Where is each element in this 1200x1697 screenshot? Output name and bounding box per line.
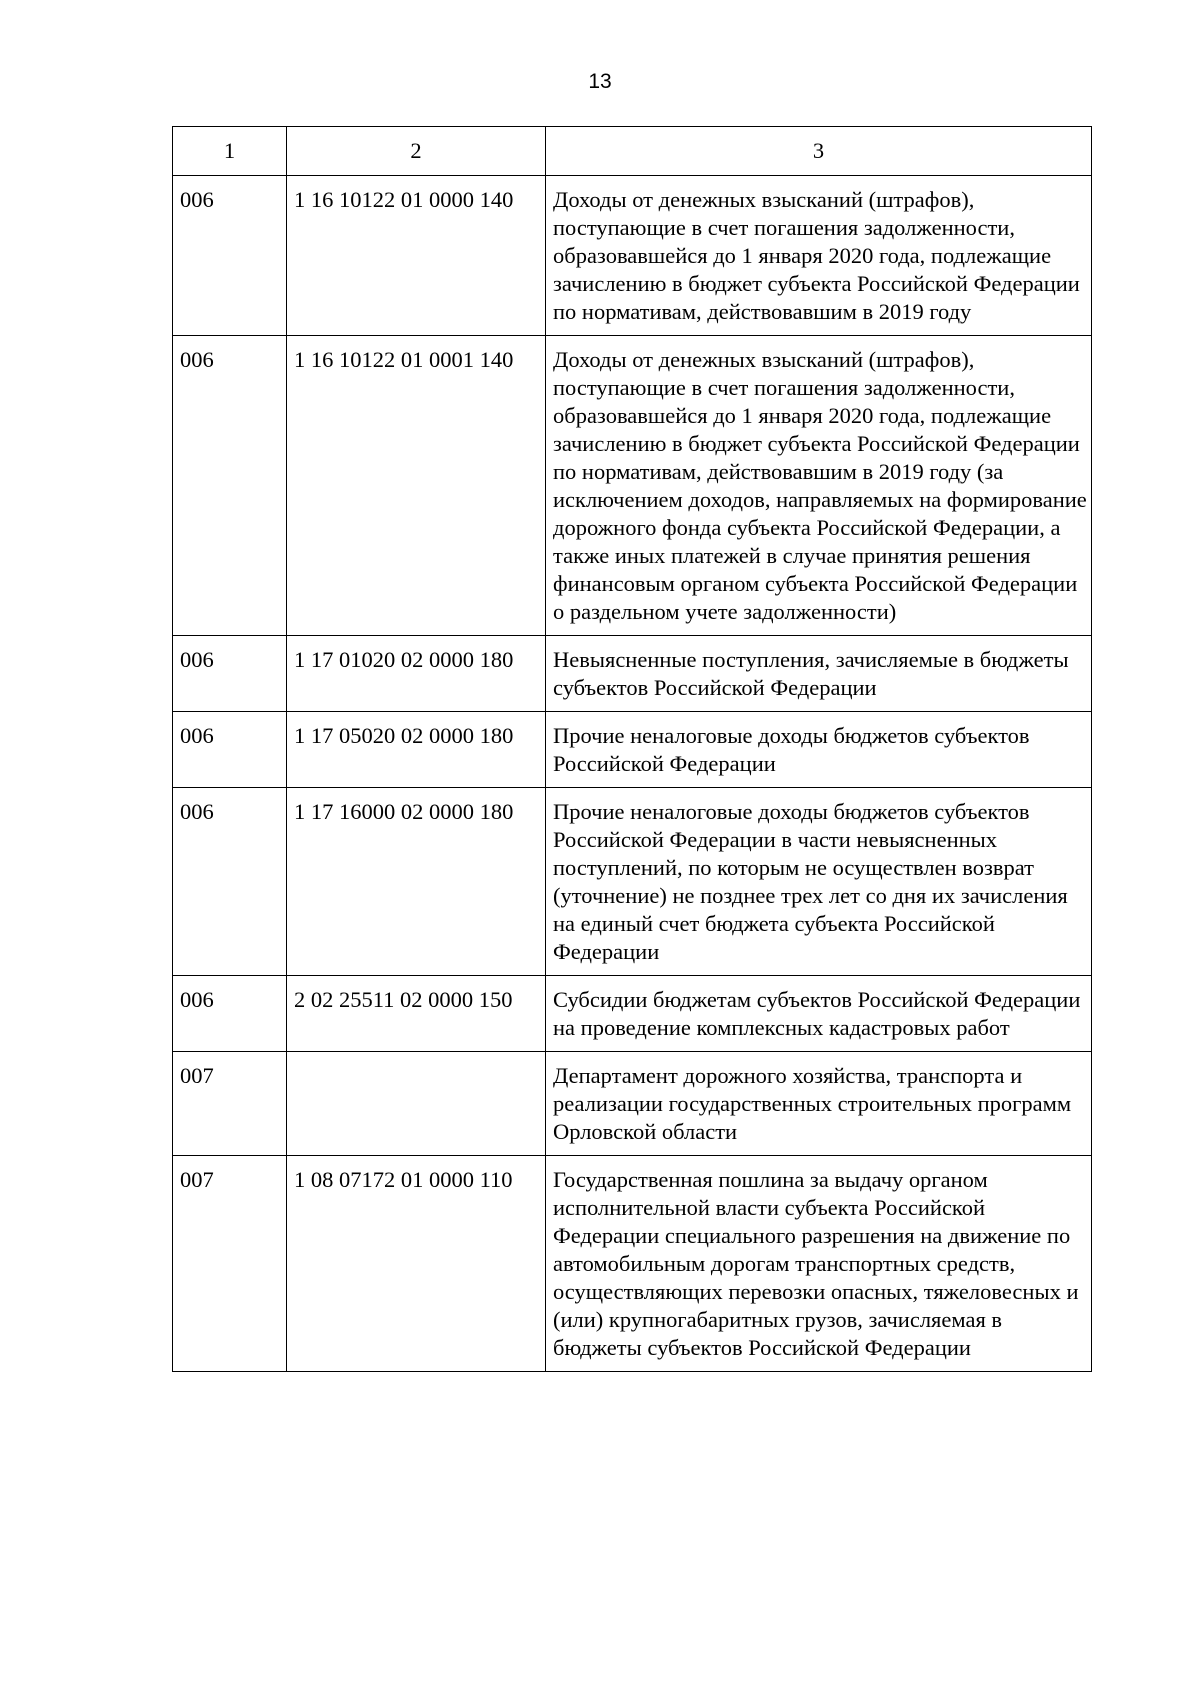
budget-code-cell: 1 17 05020 02 0000 180	[287, 712, 546, 788]
budget-code-cell: 1 17 01020 02 0000 180	[287, 636, 546, 712]
description-cell: Прочие неналоговые доходы бюджетов субъектов Российской Федерации	[546, 712, 1092, 788]
admin-code-cell: 007	[173, 1156, 287, 1372]
admin-code-cell: 006	[173, 788, 287, 976]
description-cell: Невыясненные поступления, зачисляемые в бюджеты субъектов Российской Федерации	[546, 636, 1092, 712]
column-header-2: 2	[287, 127, 546, 176]
column-header-3: 3	[546, 127, 1092, 176]
table-row	[173, 976, 1092, 1052]
admin-code-cell: 006	[173, 176, 287, 336]
table-row	[173, 1156, 1092, 1372]
table-header-row	[173, 127, 1092, 176]
column-header-1: 1	[173, 127, 287, 176]
table-row	[173, 788, 1092, 976]
table-row	[173, 336, 1092, 636]
budget-code-cell: 1 17 16000 02 0000 180	[287, 788, 546, 976]
description-cell: Доходы от денежных взысканий (штрафов), поступающие в счет погашения задолженности, образовавшейся до 1 января 2020 года, подлежащие зачислению в бюджет субъекта Российской Федерации по нормативам, действовавшим в 2019 году	[546, 176, 1092, 336]
description-cell: Прочие неналоговые доходы бюджетов субъектов Российской Федерации в части невыясненных поступлений, по которым не осуществлен возврат (уточнение) не позднее трех лет со дня их зачисления на единый счет бюджета субъекта Российской Федерации	[546, 788, 1092, 976]
page-number: 13	[588, 70, 612, 93]
description-cell: Государственная пошлина за выдачу органом исполнительной власти субъекта Российской Федерации специального разрешения на движение по автомобильным дорогам транспортных средств, осуществляющих перевозки опасных, тяжеловесных и (или) крупногабаритных грузов, зачисляемая в бюджеты субъектов Российской Федерации	[546, 1156, 1092, 1372]
table-row	[173, 712, 1092, 788]
description-cell: Субсидии бюджетам субъектов Российской Федерации на проведение комплексных кадастровых работ	[546, 976, 1092, 1052]
budget-code-cell: 1 16 10122 01 0001 140	[287, 336, 546, 636]
admin-code-cell: 006	[173, 712, 287, 788]
table-row	[173, 1052, 1092, 1156]
table-row	[173, 636, 1092, 712]
admin-code-cell: 006	[173, 636, 287, 712]
revenue-codes-table	[172, 126, 1092, 1372]
budget-code-cell	[287, 1052, 546, 1156]
description-cell: Департамент дорожного хозяйства, транспорта и реализации государственных строительных программ Орловской области	[546, 1052, 1092, 1156]
admin-code-cell: 006	[173, 336, 287, 636]
budget-code-cell: 1 08 07172 01 0000 110	[287, 1156, 546, 1372]
admin-code-cell: 006	[173, 976, 287, 1052]
budget-code-cell: 2 02 25511 02 0000 150	[287, 976, 546, 1052]
description-cell: Доходы от денежных взысканий (штрафов), поступающие в счет погашения задолженности, образовавшейся до 1 января 2020 года, подлежащие зачислению в бюджет субъекта Российской Федерации по нормативам, действовавшим в 2019 году (за исключением доходов, направляемых на формирование дорожного фонда субъекта Российской Федерации, а также иных платежей в случае принятия решения финансовым органом субъекта Российской Федерации о раздельном учете задолженности)	[546, 336, 1092, 636]
budget-code-cell: 1 16 10122 01 0000 140	[287, 176, 546, 336]
admin-code-cell: 007	[173, 1052, 287, 1156]
table-row	[173, 176, 1092, 336]
